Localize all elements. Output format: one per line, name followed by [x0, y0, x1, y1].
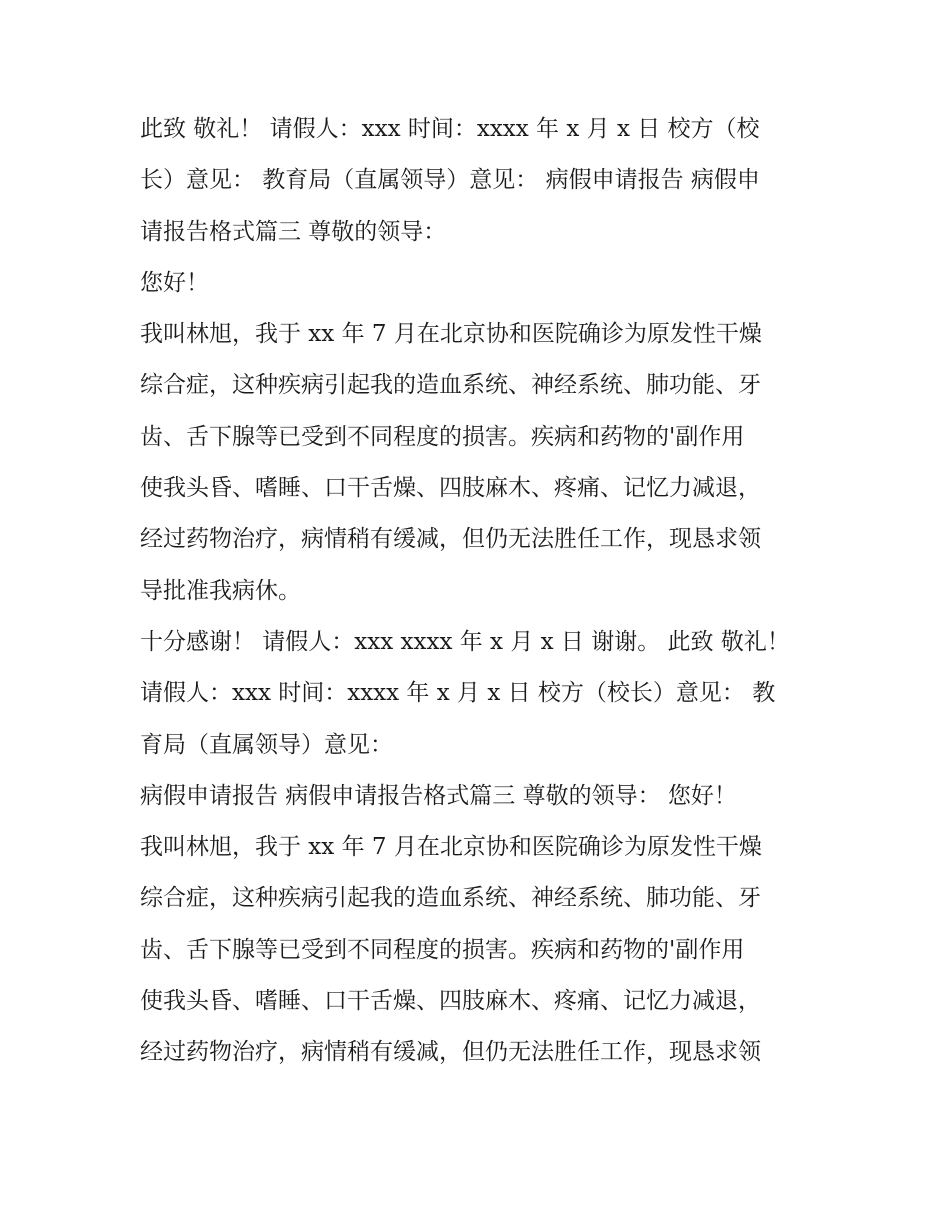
text-line: 使我头昏、嗜睡、口干舌燥、四肢麻木、疼痛、记忆力减退， [140, 475, 761, 502]
text-line: 育局（直属领导）意见： [140, 731, 393, 758]
text-line: 请报告格式篇三 尊敬的领导： [140, 218, 447, 245]
text-line: 使我头昏、嗜睡、口干舌燥、四肢麻木、疼痛、记忆力减退， [140, 988, 761, 1015]
text-line: 齿、舌下腺等已受到不同程度的损害。疾病和药物的'副作用 [140, 936, 745, 963]
text-line: 您好！ [140, 269, 209, 296]
text-line: 经过药物治疗，病情稍有缓减，但仍无法胜任工作，现恳求领 [140, 526, 761, 553]
text-line: 齿、舌下腺等已受到不同程度的损害。疾病和药物的'副作用 [140, 423, 745, 450]
text-line: 长）意见： 教育局（直属领导）意见： 病假申请报告 病假申 [140, 167, 760, 194]
text-line: 请假人：xxx 时间：xxxx 年 x 月 x 日 校方（校长）意见： 教 [140, 680, 776, 707]
text-line: 我叫林旭，我于 xx 年 7 月在北京协和医院确诊为原发性干燥 [140, 834, 762, 861]
text-line: 十分感谢！ 请假人：xxx xxxx 年 x 月 x 日 谢谢。 此致 敬礼！ [140, 628, 790, 655]
text-line: 我叫林旭，我于 xx 年 7 月在北京协和医院确诊为原发性干燥 [140, 321, 762, 348]
text-line: 经过药物治疗，病情稍有缓减，但仍无法胜任工作，现恳求领 [140, 1039, 761, 1066]
text-line: 导批准我病休。 [140, 577, 301, 604]
text-line: 综合症，这种疾病引起我的造血系统、神经系统、肺功能、牙 [140, 885, 761, 912]
text-line: 综合症，这种疾病引起我的造血系统、神经系统、肺功能、牙 [140, 372, 761, 399]
text-line: 此致 敬礼！ 请假人：xxx 时间：xxxx 年 x 月 x 日 校方（校 [140, 116, 760, 142]
text-line: 病假申请报告 病假申请报告格式篇三 尊敬的领导： 您好！ [140, 782, 737, 809]
document-body [140, 104, 820, 1079]
